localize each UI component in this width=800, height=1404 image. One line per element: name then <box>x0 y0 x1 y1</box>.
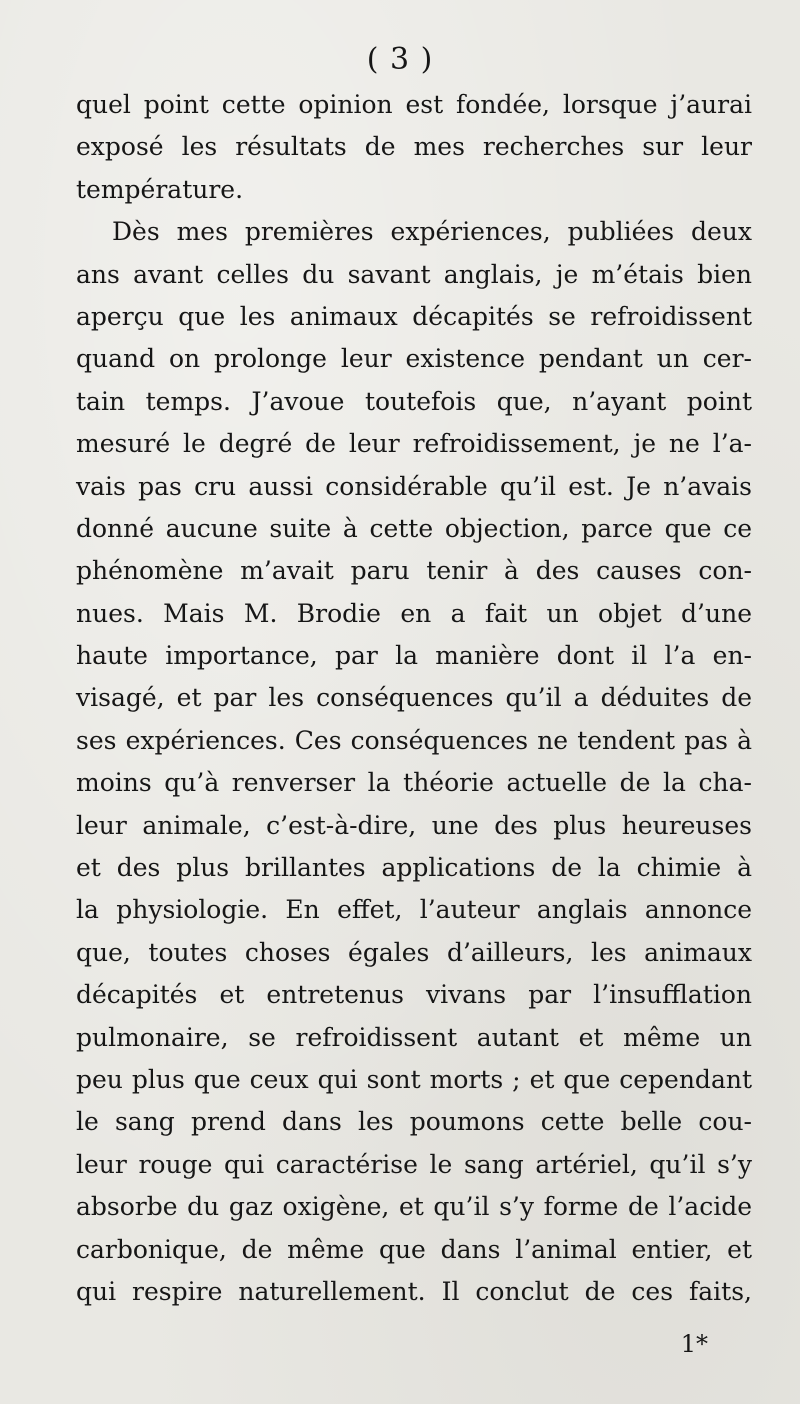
text-line: le sang prend dans les poumons cette belle cou- <box>76 1107 752 1137</box>
text-line: haute importance, par la manière dont il l’a en- <box>76 641 752 671</box>
text-line: ses expériences. Ces conséquences ne tendent pas à <box>76 725 752 755</box>
text-line: ans avant celles du savant anglais, je m’étais bien <box>76 259 752 289</box>
text-line: vais pas cru aussi considérable qu’il est. Je n’avais <box>76 471 752 501</box>
text-line: exposé les résultats de mes recherches sur leur <box>76 132 752 162</box>
text-line: nues. Mais M. Brodie en a fait un objet d’une <box>76 598 752 628</box>
text-line: visagé, et par les conséquences qu’il a déduites de <box>76 683 752 713</box>
text-line: température. <box>76 174 244 204</box>
text-line: donné aucune suite à cette objection, parce que ce <box>76 513 752 543</box>
page-number: ( 3 ) <box>366 42 434 77</box>
signature-mark: 1* <box>680 1330 708 1358</box>
text-line: la physiologie. En effet, l’auteur anglais annonce <box>76 895 752 925</box>
text-line: leur animale, c’est-à-dire, une des plus heureuses <box>76 810 752 840</box>
text-line: décapités et entretenus vivans par l’insufflation <box>76 980 752 1010</box>
text-line: quand on prolonge leur existence pendant un cer- <box>76 344 752 374</box>
text-line: mesuré le degré de leur refroidissement, je ne l’a- <box>76 429 752 459</box>
text-line: phénomène m’avait paru tenir à des causes con- <box>76 556 752 586</box>
text-line: pulmonaire, se refroidissent autant et même un <box>76 1022 752 1052</box>
text-line: leur rouge qui caractérise le sang artériel, qu’il s’y <box>76 1149 752 1179</box>
text-line: moins qu’à renverser la théorie actuelle de la cha- <box>76 768 752 798</box>
text-line: quel point cette opinion est fondée, lorsque j’aurai <box>76 90 752 119</box>
text-line: Dès mes premières expériences, publiées deux <box>112 217 752 247</box>
text-line: tain temps. J’avoue toutefois que, n’ayant point <box>76 386 752 416</box>
text-line: aperçu que les animaux décapités se refroidissent <box>76 301 752 331</box>
text-line: peu plus que ceux qui sont morts ; et que cependant <box>76 1064 752 1094</box>
text-line: carbonique, de même que dans l’animal entier, et <box>76 1234 752 1264</box>
text-line: absorbe du gaz oxigène, et qu’il s’y forme de l’acide <box>76 1192 752 1222</box>
text-line: que, toutes choses égales d’ailleurs, les animaux <box>76 937 752 967</box>
text-line: qui respire naturellement. Il conclut de ces faits, <box>76 1276 752 1306</box>
body-text <box>76 84 752 1313</box>
text-line: et des plus brillantes applications de la chimie à <box>76 853 752 883</box>
